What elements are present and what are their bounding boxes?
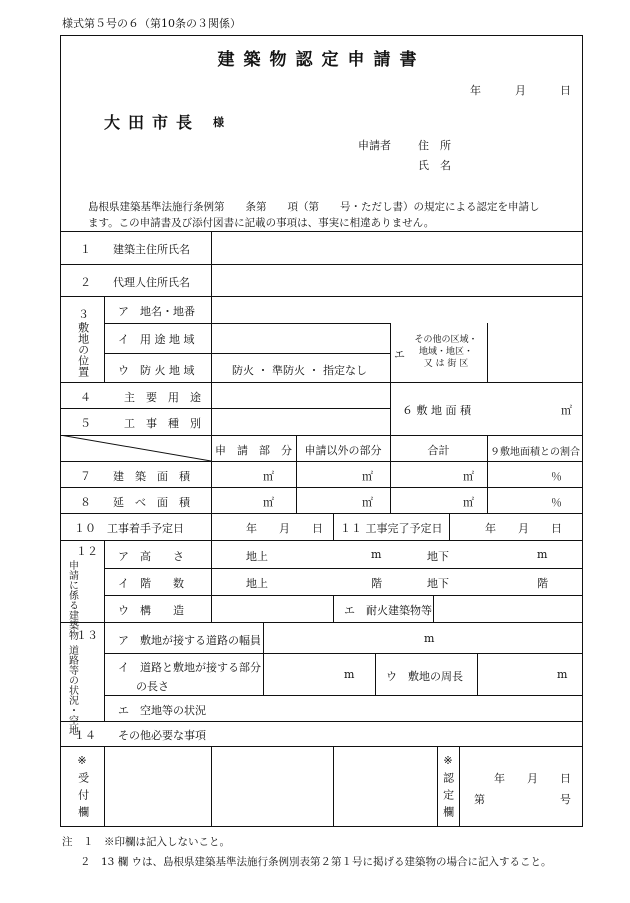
approval-no-prefix: 第 [474,793,485,806]
approval-no-suffix: 号 [560,793,571,806]
road-width-unit: m [424,632,435,645]
start-date-value: 年 月 日 [246,522,323,535]
approval-date: 年 月 日 [494,772,571,785]
building-area-unit-other: ㎡ [362,470,373,483]
road-label [66,645,102,735]
frontage-unit: m [344,668,355,681]
site-address-label: ア 地名・地番 [118,305,195,318]
site-number: ３ [78,308,89,321]
approval-label: 認定欄 [441,772,455,823]
declaration-line-1: 島根県建築基準法施行条例第 条第 項（第 号・ただし書）の規定による認定を申請し [88,201,540,213]
road-number: １３ [76,629,98,642]
height-above-unit: m [371,548,382,561]
floor-area-unit-ratio: ％ [551,496,562,509]
building-area-unit-total: ㎡ [463,470,474,483]
building-label-text: 申請に係る建築物 [66,560,78,640]
header-diagonal [60,435,211,461]
header-applied-part: 申 請 部 分 [215,444,292,457]
floor-area-unit-applied: ㎡ [263,496,274,509]
building-area-unit-applied: ㎡ [263,470,274,483]
site-other-label-2: 地域・地区・ [418,347,473,357]
applicant-label: 申請者 [358,139,391,152]
row-agent-label: ２ 代理人住所氏名 [80,276,190,289]
floors-above-unit: 階 [371,577,382,590]
floors-below-unit: 階 [537,577,548,590]
perimeter-label: ウ 敷地の周長 [386,670,463,683]
receipt-mark: ※ [77,754,87,767]
row-use-label: ４ 主 要 用 途 [80,391,201,404]
height-above-label: 地上 [246,550,268,563]
road-label-text: 道路等の状況・空地 [66,645,78,735]
note-2: ２ 13 欄 ウは、島根県建築基準法施行条例別表第２第１号に掲げる建築物の場合に記入すること。 [80,856,552,868]
site-fire-zone-label: ウ 防 火 地 域 [118,364,195,377]
end-date-label: １１ 工事完了予定日 [340,522,443,535]
road-width-label: ア 敷地が接する道路の幅員 [118,634,261,647]
header-ratio: ９敷地面積との割合 [490,447,580,458]
building-number: １２ [76,545,98,558]
floors-above-label: 地上 [246,577,268,590]
receipt-label-box [76,772,90,823]
approval-label-box [441,772,455,823]
floor-area-unit-total: ㎡ [463,496,474,509]
addressee-honorific: 様 [213,116,224,129]
declaration-line-2: ます。この申請書及び添付図書に記載の事項は、事実に相違ありません。 [88,217,435,229]
receipt-label: 受付欄 [76,772,90,823]
date-year: 年 [470,84,481,97]
site-area-unit: ㎡ [561,404,572,417]
applicant-address-label: 住 所 [418,139,451,152]
date-month: 月 [515,84,526,97]
height-label: ア 高 さ [118,550,184,563]
applicant-name-label: 氏 名 [418,159,451,172]
site-other-mark: エ [394,348,405,361]
frontage-label-1: イ 道路と敷地が接する部分 [118,661,261,674]
site-zoning-label: イ 用 途 地 域 [118,333,195,346]
building-area-label: ７ 建 築 面 積 [80,470,190,483]
form-title: 建築物認定申請書 [217,50,426,70]
frontage-label-2: の長さ [136,680,169,693]
note-1: 注 １ ※印欄は記入しないこと。 [62,836,230,848]
approval-mark: ※ [443,754,453,767]
open-space-label: エ 空地等の状況 [118,704,206,717]
site-other-label-3: 又 は 街 区 [423,359,469,369]
floors-below-label: 地下 [427,577,449,590]
header-total: 合計 [427,444,450,457]
site-area-label: ６ 敷 地 面 積 [402,404,471,417]
end-date-value: 年 月 日 [485,522,562,535]
structure-label: ウ 構 造 [118,604,184,617]
site-fire-zone-options: 防火 ・ 準防火 ・ 指定なし [232,364,367,377]
fireproof-label: エ 耐火建築物等 [344,604,432,617]
site-label: 敷地の位置 [76,322,90,377]
floor-area-unit-other: ㎡ [362,496,373,509]
height-below-label: 地下 [427,550,449,563]
start-date-label: １０ 工事着手予定日 [74,522,184,535]
other-matters-label: １４ その他必要な事項 [74,729,206,742]
perimeter-unit: m [557,668,568,681]
row-owner-label: １ 建築主住所氏名 [80,243,190,256]
site-other-label-1: その他の区域・ [414,335,478,345]
floor-area-label: ８ 延 べ 面 積 [80,496,190,509]
date-day: 日 [560,84,571,97]
addressee-name: 大田市長 [104,113,201,132]
floors-label: イ 階 数 [118,577,184,590]
height-below-unit: m [537,548,548,561]
form-number: 様式第５号の６（第10条の３関係） [62,17,241,30]
building-area-unit-ratio: ％ [551,470,562,483]
row-work-label: ５ 工 事 種 別 [80,417,201,430]
header-other-part: 申請以外の部分 [304,444,382,457]
